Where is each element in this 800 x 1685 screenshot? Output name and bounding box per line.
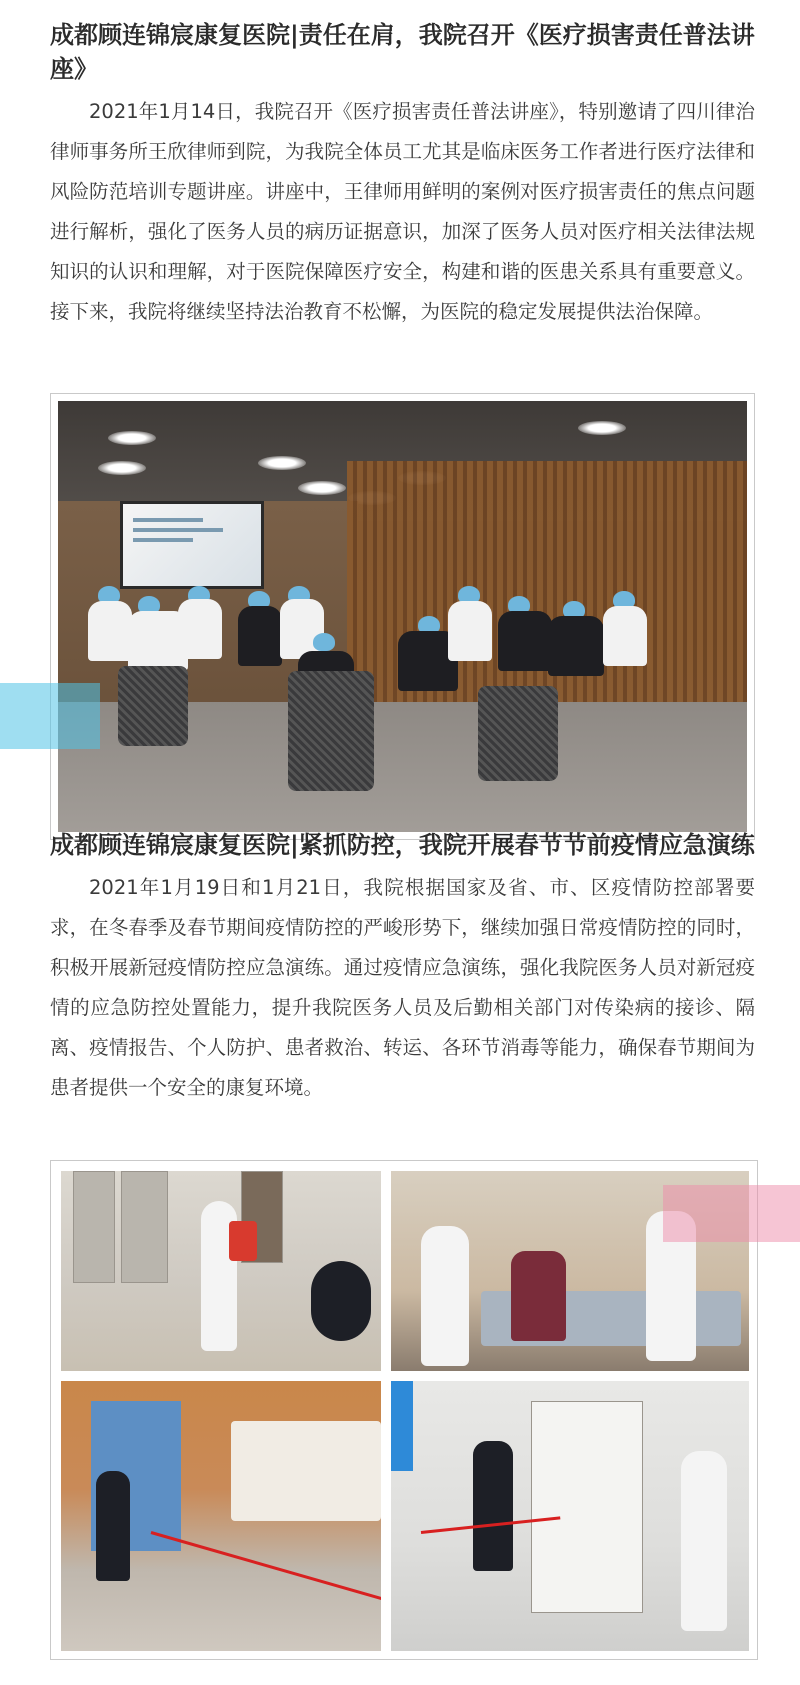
article-body: 2021年1月14日，我院召开《医疗损害责任普法讲座》，特别邀请了四川律治律师事务所王欣律师到院，为我院全体员工尤其是临床医务工作者进行医疗法律和风险防范培训专题讲座。讲座中，王律师用鲜明的案例对医疗损害责任的焦点问题进行解析，强化了医务人员的病历证据意识，加深了医务人员对医疗相关法律法规知识的认识和理解，对于医院保障医疗安全，构建和谐的医患关系具有重要意义。接下来，我院将继续坚持法治教育不松懈，为医院的稳定发展提供法治保障。	[50, 100, 755, 323]
drill-photo-disinfection	[61, 1171, 381, 1371]
drill-photo-entrance-guard	[391, 1381, 749, 1651]
article-drill	[50, 828, 755, 1108]
article-title: 成都顾连锦宸康复医院|紧抓防控，我院开展春节节前疫情应急演练	[50, 831, 755, 859]
decorative-pink-block	[663, 1185, 800, 1242]
article-title: 成都顾连锦宸康复医院|责任在肩，我院召开《医疗损害责任普法讲座》	[50, 21, 755, 83]
decorative-cyan-block	[0, 683, 100, 749]
lecture-hall-scene	[58, 401, 747, 832]
drill-photo-grid	[50, 1160, 758, 1660]
article-lecture	[50, 18, 755, 332]
drill-photo-reception	[61, 1381, 381, 1651]
projector-screen	[120, 501, 264, 589]
lecture-photo	[50, 393, 755, 840]
article-body: 2021年1月19日和1月21日，我院根据国家及省、市、区疫情防控部署要求，在冬春季及春节期间疫情防控的严峻形势下，继续加强日常疫情防控的同时，积极开展新冠疫情防控应急演练。通过疫情应急演练，强化我院医务人员对新冠疫情的应急防控处置能力，提升我院医务人员及后勤相关部门对传染病的接诊、隔离、疫情报告、个人防护、患者救治、转运、各环节消毒等能力，确保春节期间为患者提供一个安全的康复环境。	[50, 876, 755, 1099]
